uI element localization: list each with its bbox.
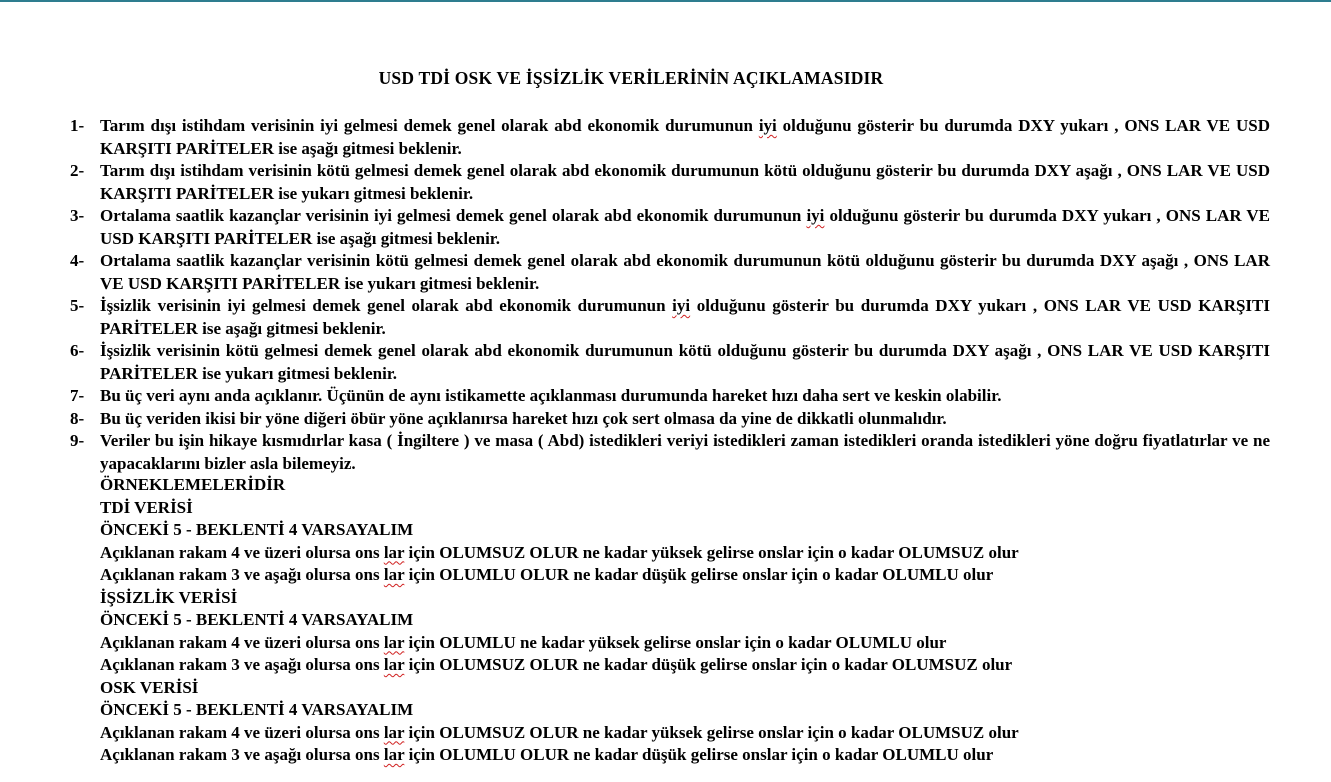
spellcheck-underline: lar <box>383 565 405 584</box>
spellcheck-underline: iyi <box>806 206 825 225</box>
document-title: USD TDİ OSK VE İŞSİZLİK VERİLERİNİN AÇIKLAMASIDIR <box>378 68 884 88</box>
list-item <box>70 295 1270 340</box>
list-item-number: 1- <box>70 116 85 135</box>
list-item <box>70 430 1270 475</box>
example-line: Açıklanan rakam 3 ve aşağı olursa ons lar için OLUMLU OLUR ne kadar düşük gelirse onslar için o kadar OLUMLU olur <box>100 745 994 764</box>
assumption-line: ÖNCEKİ 5 - BEKLENTİ 4 VARSAYALIM <box>100 610 414 629</box>
assumption-line: ÖNCEKİ 5 - BEKLENTİ 4 VARSAYALIM <box>100 520 414 539</box>
spellcheck-underline: lar <box>383 542 405 562</box>
list-item <box>70 115 1270 160</box>
list-item-text: Ortalama saatlik kazançlar verisinin kötü gelmesi demek genel olarak abd ekonomik durumunun kötü olduğunu gösterir bu durumda DXY aşağı , ONS LAR VE USD KARŞITI PARİTELER ise yukarı gitmesi beklenir. <box>100 251 1270 293</box>
numbered-list <box>70 115 1270 475</box>
list-item-number: 5- <box>70 296 85 315</box>
list-item-number: 2- <box>70 161 85 180</box>
list-item <box>70 160 1270 205</box>
list-item-number: 8- <box>70 408 85 428</box>
list-item-text: Tarım dışı istihdam verisinin kötü gelmesi demek genel olarak abd ekonomik durumunun kötü olduğunu gösterir bu durumda DXY aşağı , ONS LAR VE USD KARŞITI PARİTELER ise yukarı gitmesi beklenir. <box>100 161 1270 203</box>
list-item-text: Bu üç veri aynı anda açıklanır. Üçünün de aynı istikamette açıklanması durumunda hareket hızı daha sert ve keskin olabilir. <box>100 386 1002 405</box>
list-item-text: Bu üç veriden ikisi bir yöne diğeri öbür yöne açıklanırsa hareket hızı çok sert olmasa da yine de dikkatli olunmalıdır. <box>100 408 947 428</box>
list-item-text: Veriler bu işin hikaye kısmıdırlar kasa ( İngiltere ) ve masa ( Abd) istedikleri veriyi istedikleri zaman istedikleri oranda istedikleri yöne doğru fiyatlatırlar ve ne yapacaklarını bizler asla bilemeyiz. <box>100 431 1270 473</box>
list-item <box>70 250 1270 295</box>
list-item-text: İşsizlik verisinin iyi gelmesi demek genel olarak abd ekonomik durumunun iyi olduğunu gösterir bu durumda DXY yukarı , ONS LAR VE USD KARŞITI PARİTELER ise aşağı gitmesi beklenir. <box>100 296 1271 338</box>
examples-block <box>100 474 1270 767</box>
section-heading-tdi: TDİ VERİSİ <box>100 497 193 517</box>
spellcheck-underline: iyi <box>672 296 691 315</box>
list-item-text: Ortalama saatlik kazançlar verisinin iyi gelmesi demek genel olarak abd ekonomik durumunun iyi olduğunu gösterir bu durumda DXY yukarı , ONS LAR VE USD KARŞITI PARİTELER ise aşağı gitmesi beklenir. <box>100 206 1271 248</box>
list-item-text: İşsizlik verisinin kötü gelmesi demek genel olarak abd ekonomik durumunun kötü olduğunu gösterir bu durumda DXY aşağı , ONS LAR VE USD KARŞITI PARİTELER ise yukarı gitmesi beklenir. <box>100 341 1270 383</box>
spellcheck-underline: iyi <box>758 116 777 135</box>
list-item <box>70 385 1270 408</box>
example-line: Açıklanan rakam 3 ve aşağı olursa ons lar için OLUMLU OLUR ne kadar düşük gelirse onslar için o kadar OLUMLU olur <box>100 565 994 584</box>
list-item-number: 6- <box>70 341 85 360</box>
spellcheck-underline: lar <box>383 745 405 764</box>
list-item-number: 9- <box>70 431 85 450</box>
list-item-text: Tarım dışı istihdam verisinin iyi gelmesi demek genel olarak abd ekonomik durumunun iyi olduğunu gösterir bu durumda DXY yukarı , ONS LAR VE USD KARŞITI PARİTELER ise aşağı gitmesi beklenir. <box>100 116 1270 158</box>
section-heading-unemployment: İŞSİZLİK VERİSİ <box>100 587 238 607</box>
list-item-number: 3- <box>70 206 85 225</box>
example-line: Açıklanan rakam 4 ve üzeri olursa ons lar için OLUMLU ne kadar yüksek gelirse onslar için o kadar OLUMLU olur <box>100 632 947 652</box>
spellcheck-underline: lar <box>383 722 405 742</box>
examples-heading: ÖRNEKLEMELERİDİR <box>100 475 286 494</box>
list-item-number: 7- <box>70 386 85 405</box>
list-item <box>70 205 1270 250</box>
list-item-number: 4- <box>70 251 85 270</box>
assumption-line: ÖNCEKİ 5 - BEKLENTİ 4 VARSAYALIM <box>100 700 414 719</box>
section-heading-osk: OSK VERİSİ <box>100 677 199 697</box>
list-item <box>70 340 1270 385</box>
example-line: Açıklanan rakam 3 ve aşağı olursa ons lar için OLUMSUZ OLUR ne kadar düşük gelirse onslar için o kadar OLUMSUZ olur <box>100 655 1013 674</box>
spellcheck-underline: lar <box>383 655 405 674</box>
example-line: Açıklanan rakam 4 ve üzeri olursa ons lar için OLUMSUZ OLUR ne kadar yüksek gelirse onslar için o kadar OLUMSUZ olur <box>100 722 1019 742</box>
list-item <box>70 408 1270 431</box>
spellcheck-underline: lar <box>383 632 405 652</box>
example-line: Açıklanan rakam 4 ve üzeri olursa ons lar için OLUMSUZ OLUR ne kadar yüksek gelirse onslar için o kadar OLUMSUZ olur <box>100 542 1019 562</box>
